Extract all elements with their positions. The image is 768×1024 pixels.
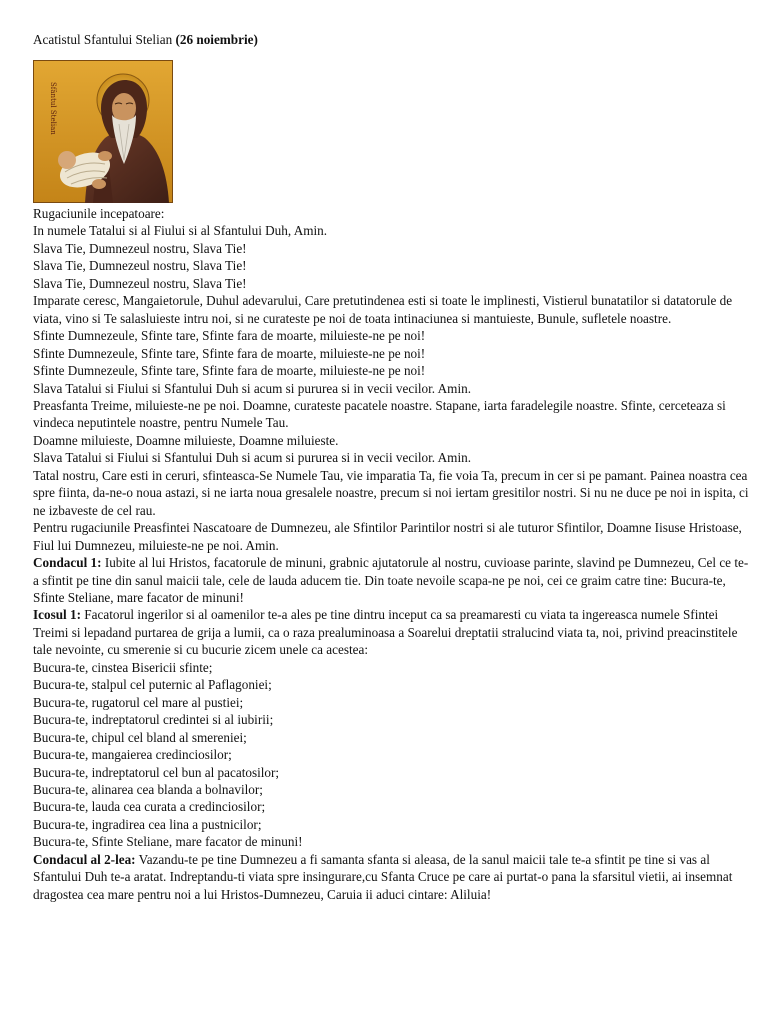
line-text: Sfinte Dumnezeule, Sfinte tare, Sfinte fara de moarte, miluieste-ne pe noi! <box>33 345 426 361</box>
line-text: Rugaciunile incepatoare: <box>33 206 165 221</box>
line-text: Facatorul ingerilor si al oamenilor te-a ales pe tine dintru inceput ca sa preamaresti cu viata ta ingereasca numele Sfintei Treimi si lepadand purtarea de grija a lumii, ca o raza prealuminoasa a Soarelui dreptatii stralucind viata ta, noi, privind preacinstitele tale nevointe, cu smerenie si cu bucurie zicem unele ca acestea: <box>33 607 738 658</box>
text-line <box>33 362 750 379</box>
line-text: Bucura-te, ingradirea cea lina a pustnicilor; <box>33 816 262 832</box>
line-text: Bucura-te, Sfinte Steliane, mare facator de minuni! <box>33 834 303 850</box>
line-text: Bucura-te, indreptatorul credintei si al iubirii; <box>33 712 274 728</box>
line-text: Bucura-te, cinstea Bisericii sfinte; <box>33 659 213 675</box>
line-text: Slava Tie, Dumnezeul nostru, Slava Tie! <box>33 240 247 256</box>
section-label: Icosul 1: <box>33 607 81 623</box>
document-body <box>33 205 750 903</box>
text-line <box>33 432 750 449</box>
line-text: Preasfanta Treime, miluieste-ne pe noi. Doamne, curateste pacatele noastre. Stapane, iarta faradelegile noastre. Sfinte, cerceteaza si vindeca neputintele noastre, pentru Numele Tau. <box>33 397 726 431</box>
line-text: Slava Tatalui si Fiului si Sfantului Duh si acum si pururea si in vecii vecilor. Amin. <box>33 450 471 466</box>
text-line <box>33 275 750 292</box>
section-label: Condacul al 2-lea: <box>33 851 136 867</box>
line-text: Bucura-te, mangaierea credinciosilor; <box>33 747 232 763</box>
text-line <box>33 257 750 274</box>
text-line <box>33 798 750 815</box>
line-text: Bucura-te, chipul cel bland al smereniei; <box>33 729 247 745</box>
line-text: Bucura-te, indreptatorul cel bun al pacatosilor; <box>33 764 280 780</box>
text-line <box>33 816 750 833</box>
line-text: Sfinte Dumnezeule, Sfinte tare, Sfinte fara de moarte, miluieste-ne pe noi! <box>33 363 426 379</box>
line-text: Slava Tie, Dumnezeul nostru, Slava Tie! <box>33 275 247 291</box>
section-paragraph <box>33 851 750 903</box>
line-text: Bucura-te, stalpul cel puternic al Paflagoniei; <box>33 677 272 693</box>
line-text: In numele Tatalui si al Fiului si al Sfantului Duh, Amin. <box>33 223 328 239</box>
line-text: Pentru rugaciunile Preasfintei Nascatoare de Dumnezeu, ale Sfintilor Parintilor nostri si ale tuturor Sfintilor, Doamne Iisuse Hristoase, Fiul lui Dumnezeu, miluieste-ne pe noi. Amin. <box>33 520 742 553</box>
text-line <box>33 240 750 257</box>
line-text: Bucura-te, rugatorul cel mare al pustiei; <box>33 694 244 710</box>
text-line <box>33 729 750 746</box>
section-paragraph <box>33 606 750 658</box>
text-line <box>33 694 750 711</box>
text-line <box>33 380 750 397</box>
text-line <box>33 711 750 728</box>
icon-inscription: Sfântul Stelian <box>49 82 57 135</box>
line-text: Tatal nostru, Care esti in ceruri, sfinteasca-Se Numele Tau, vie imparatia Ta, fie voia Ta, precum in cer si pe pamant. Painea noastra cea spre fiinta, da-ne-o noua astazi, si ne iarta noua gresalele noastre, precum si noi iertam gresitilor nostri. Si nu ne duce pe noi in ispita, ci ne izbaveste de cel rau. <box>33 467 749 518</box>
text-line <box>33 467 750 519</box>
text-line <box>33 519 750 554</box>
saint-stelian-icon-image <box>33 60 173 203</box>
text-line <box>33 833 750 850</box>
text-line <box>33 764 750 781</box>
text-line <box>33 659 750 676</box>
title-date: (26 noiembrie) <box>175 32 258 47</box>
text-line <box>33 746 750 763</box>
line-text: Slava Tie, Dumnezeul nostru, Slava Tie! <box>33 258 247 274</box>
text-line <box>33 222 750 239</box>
line-text: Vazandu-te pe tine Dumnezeu a fi samanta sfanta si aleasa, de la sanul maicii tale te-a sfintit pe tine si vas al Sfantului Duh te-a aratat. Indreptandu-ti viata spre insingurare,cu Sfanta Cruce pe care ai purtat-o pana la sfarsitul vietii, ai insemnat dragostea cea mare pentru noi a lui Hristos-Dumnezeu, Caruia ii aduci cintare: Aliluia! <box>33 851 733 902</box>
line-text: Imparate ceresc, Mangaietorule, Duhul adevarului, Care pretutindenea esti si toate le implinesti, Vistierul bunatatilor si datatorule de viata, vino si Te salasluieste intru noi, si ne curateste pe noi de toata intinaciunea si mantuieste, Bunule, sufletele noastre. <box>33 293 733 326</box>
saint-icon <box>33 60 173 203</box>
section-label: Condacul 1: <box>33 555 102 571</box>
line-text: Bucura-te, alinarea cea blanda a bolnavilor; <box>33 781 263 797</box>
text-line <box>33 397 750 432</box>
text-line <box>33 449 750 466</box>
text-line <box>33 327 750 344</box>
line-text: Doamne miluieste, Doamne miluieste, Doamne miluieste. <box>33 432 339 448</box>
text-line <box>33 345 750 362</box>
title-plain: Acatistul Sfantului Stelian <box>33 32 176 47</box>
text-line <box>33 676 750 693</box>
text-line <box>33 205 750 222</box>
text-line <box>33 781 750 798</box>
text-line <box>33 292 750 327</box>
section-paragraph <box>33 554 750 606</box>
line-text: Sfinte Dumnezeule, Sfinte tare, Sfinte fara de moarte, miluieste-ne pe noi! <box>33 328 426 344</box>
line-text: Slava Tatalui si Fiului si Sfantului Duh si acum si pururea si in vecii vecilor. Amin. <box>33 380 471 396</box>
line-text: Bucura-te, lauda cea curata a credinciosilor; <box>33 799 266 815</box>
document-title <box>33 31 750 49</box>
line-text: Iubite al lui Hristos, facatorule de minuni, grabnic ajutatorule al nostru, cuvioase parinte, slavind pe Dumnezeu, Cel ce te-a sfintit pe tine din sanul maicii tale, cele de lauda aducem tie. Din toate nevoile scapa-ne pe noi, cei ce graim catre tine: Bucura-te, Sfinte Steliane, mare facator de minuni! <box>33 555 749 605</box>
